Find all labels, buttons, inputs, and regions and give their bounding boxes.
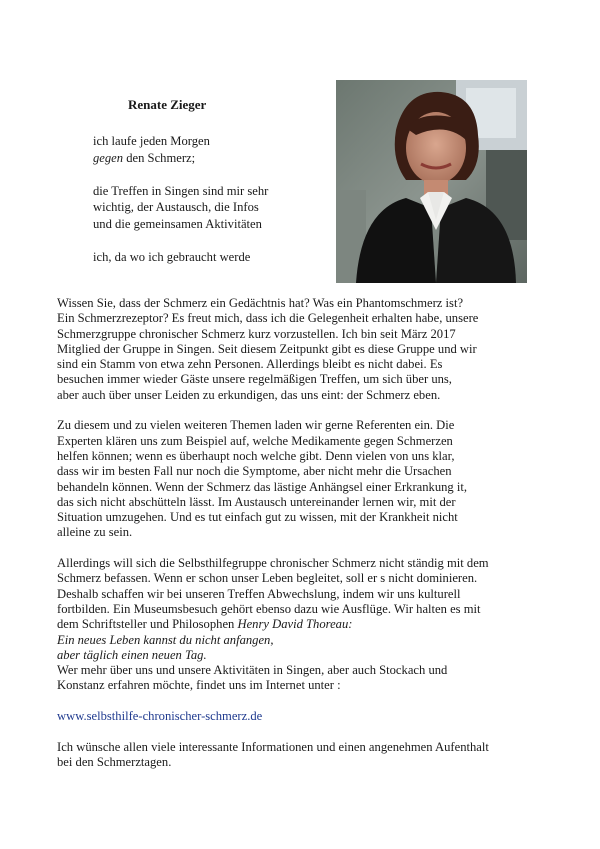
text-line: Allerdings will sich die Selbsthilfegruppe chronischer Schmerz nicht ständig mit dem [57, 556, 489, 571]
text-fragment: dem Schriftsteller und Philosophen [57, 617, 238, 632]
article-body [57, 296, 557, 786]
text-line: Wer mehr über uns und unsere Aktivitäten in Singen, aber auch Stockach und [57, 663, 448, 678]
text-line: bei den Schmerztagen. [57, 754, 172, 769]
text-line: behandeln können. Wenn der Schmerz das lästige Anhängsel einer Erkrankung it, [57, 479, 468, 494]
poem-line: ich laufe jeden Morgen [93, 134, 210, 148]
text-line: Mitglied der Gruppe in Singen. Seit diesem Zeitpunkt gibt es diese Gruppe und wir [57, 341, 477, 356]
text-line: aber auch über unser Leiden zu erkundigen, das uns eint: der Schmerz eben. [57, 387, 441, 402]
text-line: Experten klären uns zum Beispiel auf, welche Medikamente gegen Schmerzen [57, 433, 453, 448]
author-name: Renate Zieger [128, 97, 207, 112]
text-line: besuchen immer wieder Gäste unsere regelmäßigen Treffen, um sich über uns, [57, 372, 452, 387]
text-line: Schmerzgruppe chronischer Schmerz kurz vorzustellen. Ich bin seit März 2017 [57, 326, 456, 341]
text-line: helfen können; wenn es überhaupt noch welche gibt. Denn vielen von uns klar, [57, 448, 455, 463]
quote-text: aber täglich einen neuen Tag. [57, 647, 207, 662]
poem-stanza-2 [93, 183, 268, 233]
poem-line [93, 150, 268, 167]
quote-text: Ein neues Leben kannst du nicht anfangen, [57, 632, 274, 647]
paragraph-closing [57, 740, 557, 771]
text-line [57, 617, 557, 632]
text-line: sind ein Stamm von etwa zehn Personen. Allerdings bleibt es nicht dabei. Es [57, 357, 443, 372]
text-line: das sich nicht abschütteln lässt. Im Austausch untereinander lernen wir, mit der [57, 494, 456, 509]
text-line: Situation umzugehen. Und es tut einfach gut zu wissen, mit der Krankheit nicht [57, 510, 458, 525]
quote-line [57, 633, 557, 648]
text-line: alleine zu sein. [57, 525, 133, 540]
poem-text: den Schmerz; [123, 150, 196, 165]
text-line: fortbilden. Ein Museumsbesuch gehört ebenso dazu wie Ausflüge. Wir halten es mit [57, 601, 481, 616]
text-line: Ein Schmerzrezeptor? Es freut mich, dass ich die Gelegenheit erhalten habe, unsere [57, 311, 479, 326]
paragraph-link [57, 709, 557, 724]
text-line: Wissen Sie, dass der Schmerz ein Gedächtnis hat? Was ein Phantomschmerz ist? [57, 296, 464, 310]
poem [93, 133, 268, 265]
author-portrait-photo [336, 80, 527, 283]
text-line: dass wir im besten Fall nur noch die Symptome, aber nicht mehr die Ursachen [57, 464, 452, 479]
quote-line [57, 648, 557, 663]
poem-emphasis: gegen [93, 150, 124, 165]
website-link[interactable]: www.selbsthilfe-chronischer-schmerz.de [57, 709, 263, 724]
text-line: Ich wünsche allen viele interessante Informationen und einen angenehmen Aufenthalt [57, 739, 489, 754]
poem-line: die Treffen in Singen sind mir sehr [93, 183, 269, 198]
portrait-image [336, 80, 527, 283]
poem-line: und die gemeinsamen Aktivitäten [93, 216, 262, 231]
text-line: Konstanz erfahren möchte, findet uns im Internet unter : [57, 678, 341, 693]
quoted-author: Henry David Thoreau: [237, 617, 353, 632]
paragraph-topics [57, 418, 557, 540]
poem-line: wichtig, der Austausch, die Infos [93, 200, 259, 214]
text-line: Schmerz befassen. Wenn er schon unser Leben begleitet, soll er s nicht dominieren. [57, 571, 478, 586]
paragraph-intro [57, 296, 557, 403]
text-line: Deshalb schaffen wir bei unseren Treffen Abwechslung, indem wir uns kulturell [57, 586, 461, 601]
text-line: Zu diesem und zu vielen weiteren Themen laden wir gerne Referenten ein. Die [57, 418, 455, 433]
poem-stanza-1 [93, 133, 268, 166]
poem-line: ich, da wo ich gebraucht werde [93, 249, 251, 264]
poem-stanza-3 [93, 249, 268, 266]
paragraph-activities [57, 556, 557, 694]
